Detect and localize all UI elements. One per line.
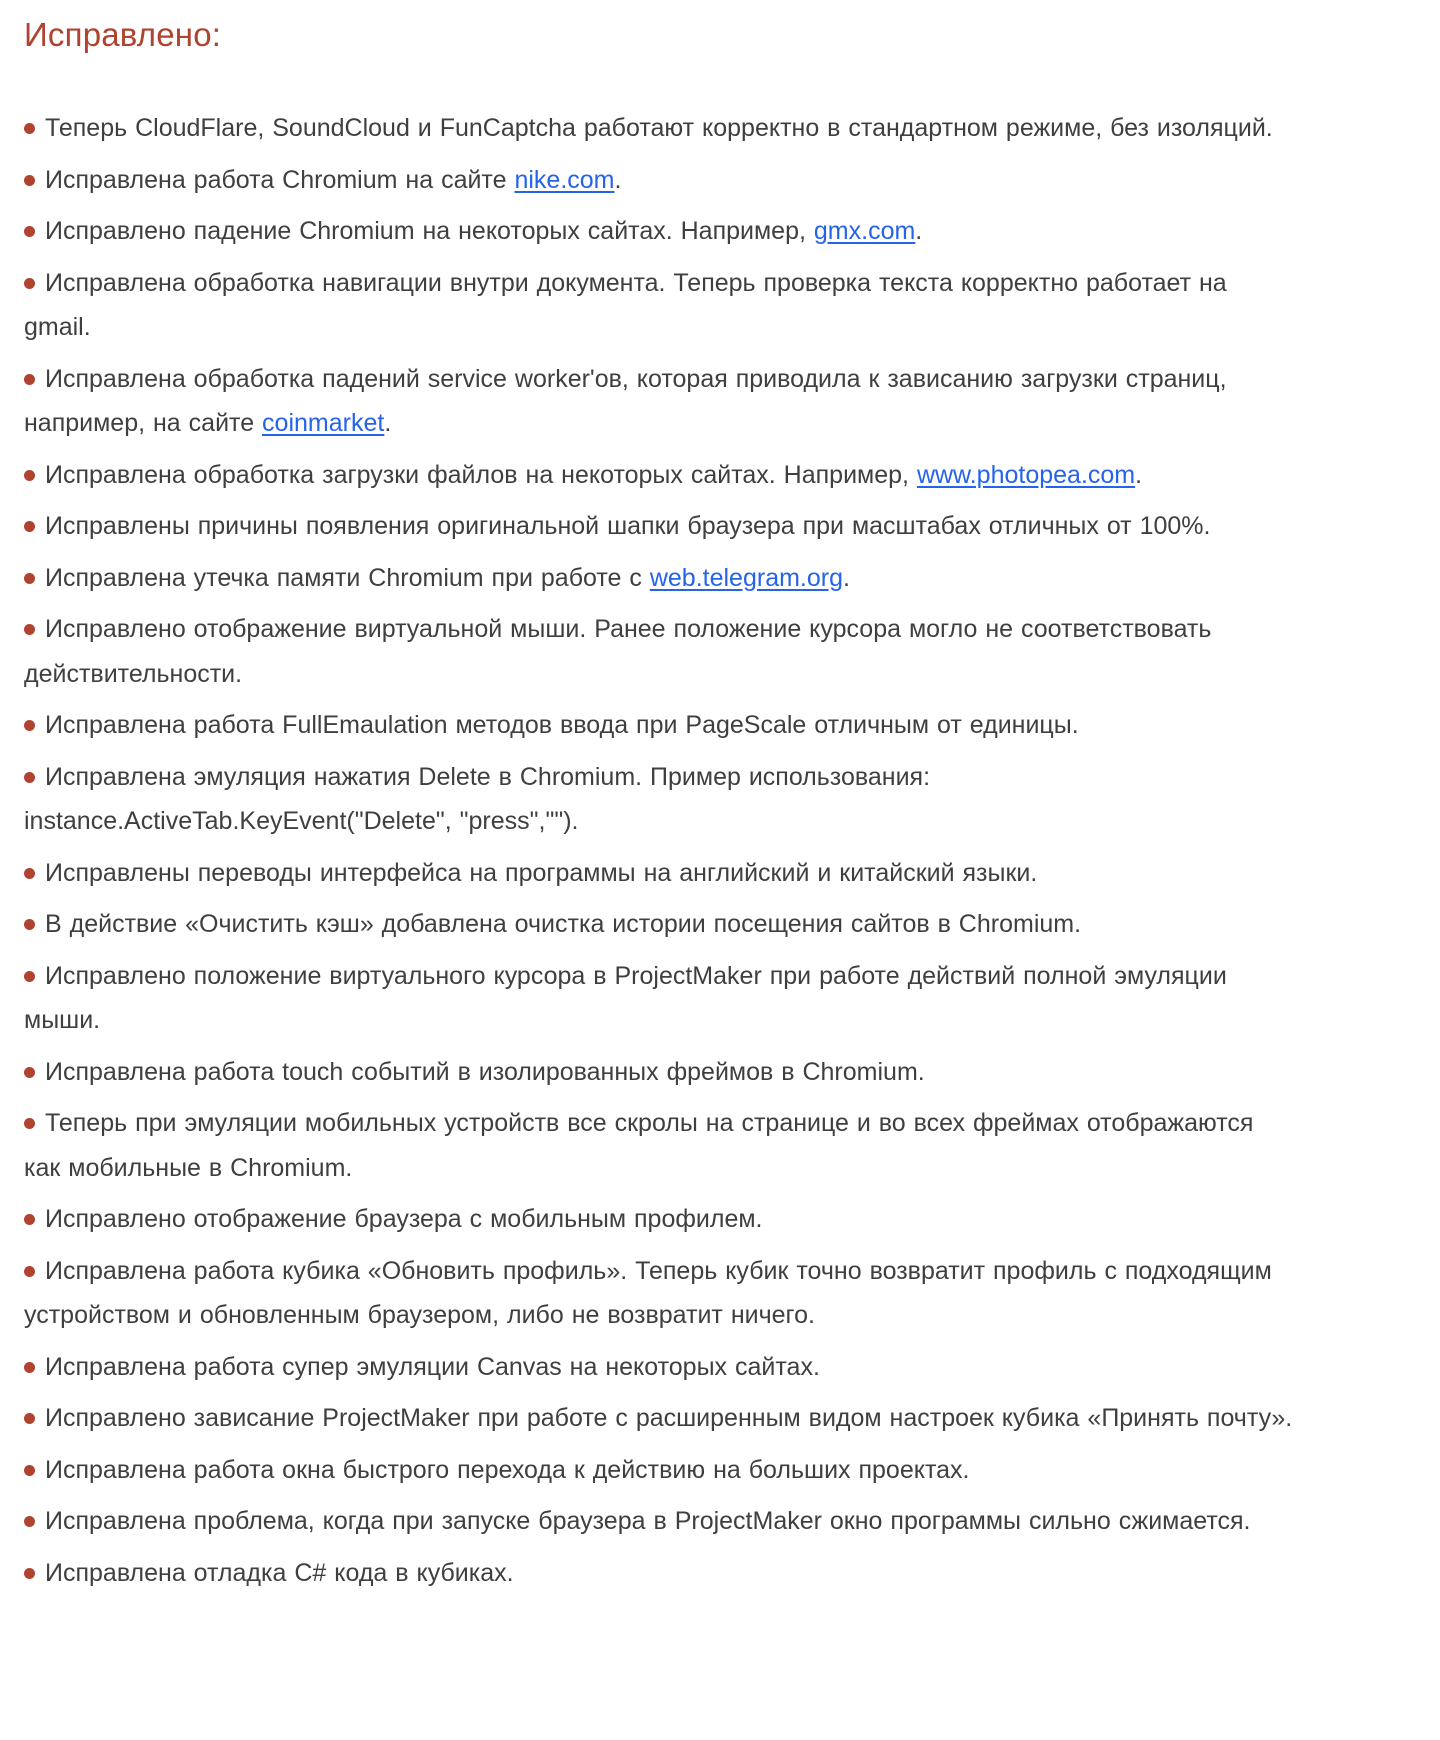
list-item (24, 453, 1294, 498)
link-coinmarket[interactable]: coinmarket (262, 409, 385, 437)
list-item (24, 851, 1294, 896)
bullet-icon (24, 1516, 35, 1527)
item-text: . (614, 165, 622, 194)
list-item (24, 1101, 1294, 1190)
bullet-icon (24, 278, 35, 289)
bullet-icon (24, 175, 35, 186)
bullet-icon (24, 971, 35, 982)
item-text: . (384, 409, 392, 437)
list-item (24, 209, 1294, 254)
bullet-icon (24, 226, 35, 237)
bullet-icon (24, 1067, 35, 1078)
item-text: Исправлена работа кубика «Обновить профиль». Теперь кубик точно возвратит профиль с подходящим устройством и обновленным браузером, либо не возвратит ничего. (24, 1256, 1272, 1329)
changelog-list (24, 106, 1294, 1595)
item-text: Исправлена обработка падений service worker'ов, которая приводила к зависанию загрузки страниц, например, на сайте (24, 364, 1227, 437)
bullet-icon (24, 374, 35, 385)
item-text: . (915, 217, 923, 245)
list-item (24, 1345, 1294, 1390)
bullet-icon (24, 772, 35, 783)
item-text: . (1135, 460, 1143, 489)
bullet-icon (24, 1214, 35, 1225)
bullet-icon (24, 1362, 35, 1373)
item-text: Исправлена работа окна быстрого перехода к действию на больших проектах. (45, 1455, 970, 1484)
list-item (24, 158, 1294, 203)
bullet-icon (24, 868, 35, 879)
link-web-telegram-org[interactable]: web.telegram.org (649, 563, 843, 592)
list-item (24, 703, 1294, 748)
link-www-photopea-com[interactable]: www.photopea.com (916, 460, 1136, 489)
list-item (24, 556, 1294, 601)
item-text: Исправлена работа супер эмуляции Canvas на некоторых сайтах. (45, 1352, 820, 1381)
item-text: Исправлена обработка загрузки файлов на некоторых сайтах. Например, (45, 460, 917, 489)
item-text: Исправлены переводы интерфейса на программы на английский и китайский языки. (45, 858, 1038, 887)
list-item (24, 106, 1294, 151)
item-text: Исправлена работа FullEmaulation методов ввода при PageScale отличным от единицы. (45, 711, 1079, 739)
list-item (24, 954, 1294, 1043)
bullet-icon (24, 123, 35, 134)
bullet-icon (24, 1568, 35, 1579)
list-item (24, 1396, 1294, 1441)
item-text: Теперь CloudFlare, SoundCloud и FunCaptcha работают корректно в стандартном режиме, без изоляций. (45, 114, 1273, 142)
list-item (24, 1499, 1294, 1544)
bullet-icon (24, 624, 35, 635)
item-text: Исправлено отображение браузера с мобильным профилем. (45, 1205, 763, 1233)
list-item (24, 1249, 1294, 1338)
item-text: Исправлена проблема, когда при запуске браузера в ProjectMaker окно программы сильно сжимается. (45, 1507, 1251, 1535)
item-text: Исправлена эмуляция нажатия Delete в Chromium. Пример использования: instance.ActiveTab.KeyEvent("Delete", "press",""). (24, 762, 931, 835)
bullet-icon (24, 919, 35, 930)
bullet-icon (24, 1465, 35, 1476)
item-text: Исправлено отображение виртуальной мыши. Ранее положение курсора могло не соответствовать действительности. (24, 615, 1212, 688)
link-gmx-com[interactable]: gmx.com (813, 217, 916, 245)
list-item (24, 1551, 1294, 1596)
item-text: Теперь при эмуляции мобильных устройств все скролы на странице и во всех фреймах отображаются как мобильные в Chromium. (24, 1109, 1254, 1182)
bullet-icon (24, 521, 35, 532)
list-item (24, 261, 1294, 350)
item-text: Исправлено положение виртуального курсора в ProjectMaker при работе действий полной эмуляции мыши. (24, 961, 1227, 1034)
bullet-icon (24, 1118, 35, 1129)
item-text: Исправлена обработка навигации внутри документа. Теперь проверка текста корректно работает на gmail. (24, 268, 1227, 341)
item-text: В действие «Очистить кэш» добавлена очистка истории посещения сайтов в Chromium. (45, 910, 1082, 938)
list-item (24, 504, 1294, 549)
item-text: Исправлена утечка памяти Chromium при работе с (45, 563, 650, 592)
list-item (24, 1197, 1294, 1242)
item-text: Исправлена работа touch событий в изолированных фреймов в Chromium. (45, 1057, 925, 1086)
page-title: Исправлено: (24, 16, 222, 53)
list-item (24, 755, 1294, 844)
list-item (24, 1448, 1294, 1493)
bullet-icon (24, 1266, 35, 1277)
link-nike-com[interactable]: nike.com (514, 165, 615, 194)
list-item (24, 357, 1294, 446)
item-text: Исправлена отладка C# кода в кубиках. (45, 1558, 514, 1587)
item-text: Исправлено зависание ProjectMaker при работе с расширенным видом настроек кубика «Принять почту». (45, 1404, 1293, 1432)
list-item (24, 1050, 1294, 1095)
item-text: Исправлена работа Chromium на сайте (45, 165, 515, 194)
list-item (24, 607, 1294, 696)
bullet-icon (24, 720, 35, 731)
bullet-icon (24, 1413, 35, 1424)
bullet-icon (24, 470, 35, 481)
bullet-icon (24, 573, 35, 584)
list-item (24, 902, 1294, 947)
item-text: . (843, 563, 850, 592)
item-text: Исправлены причины появления оригинальной шапки браузера при масштабах отличных от 100%. (45, 512, 1211, 540)
item-text: Исправлено падение Chromium на некоторых сайтах. Например, (45, 217, 814, 245)
